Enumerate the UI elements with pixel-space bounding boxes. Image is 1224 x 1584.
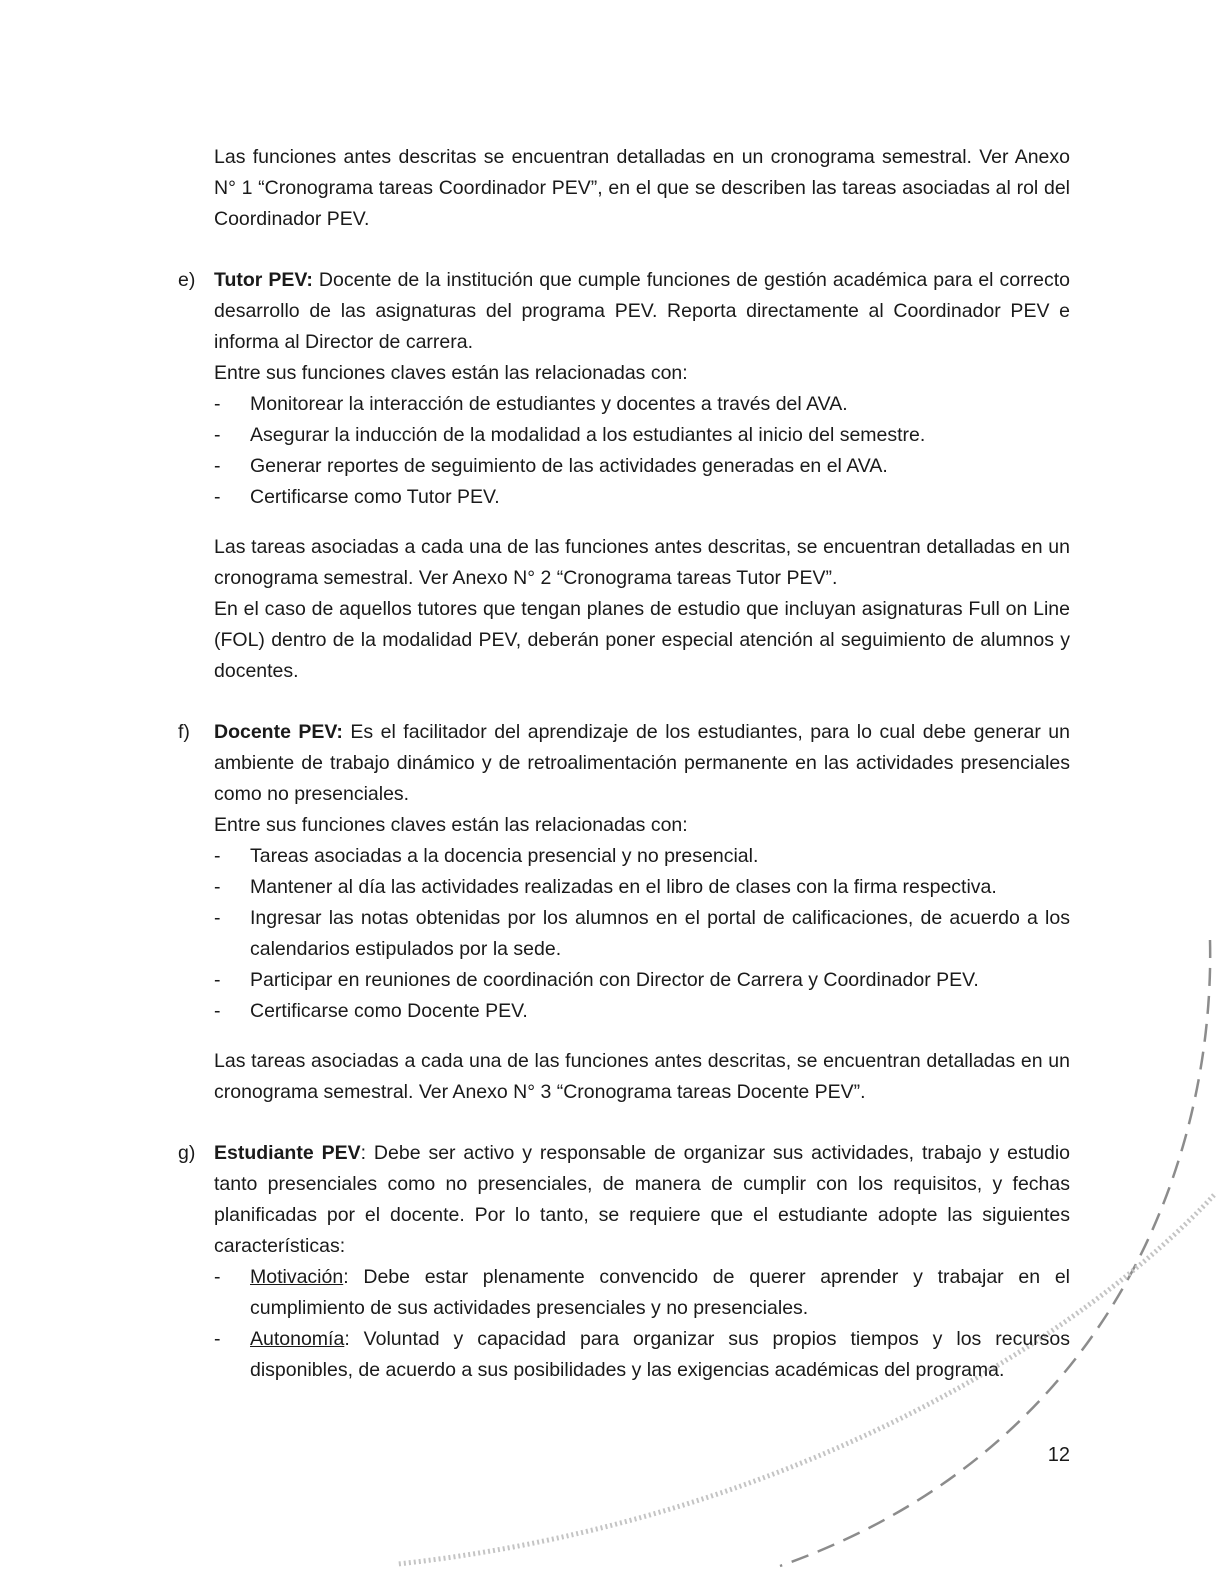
list-item: - Mantener al día las actividades realizadas en el libro de clases con la firma respectiva. [214,876,997,898]
section-tutor-pev [178,265,1070,687]
section-lead: Estudiante PEV [214,1142,361,1164]
functions-intro: Entre sus funciones claves están las relacionadas con: [214,814,688,836]
list-item: - Certificarse como Tutor PEV. [214,486,500,508]
section-lead: Docente PEV: [214,721,343,743]
list-item: - Participar en reuniones de coordinación con Director de Carrera y Coordinador PEV. [214,969,979,991]
list-item: - Monitorear la interacción de estudiantes y docentes a través del AVA. [214,393,848,415]
tasks-paragraph: Las tareas asociadas a cada una de las funciones antes descritas, se encuentran detalladas en un cronograma semestral. Ver Anexo N° 2 “Cronograma tareas Tutor PEV”. [214,536,1070,589]
intro-paragraph: Las funciones antes descritas se encuentran detalladas en un cronograma semestral. Ver Anexo N° 1 “Cronograma tareas Coordinador PEV”, en el que se describen las tareas asociadas al rol del Coordinador PEV. [214,146,1070,230]
characteristic-term: Motivación [250,1266,344,1288]
functions-list [214,389,1070,513]
section-docente-pev [178,717,1070,1108]
section-lead: Tutor PEV: [214,269,313,291]
characteristic-term: Autonomía [250,1328,345,1350]
list-item: - Motivación: Debe estar plenamente convencido de querer aprender y trabajar en el cumplimiento de sus actividades presenciales y no presenciales. [214,1266,1070,1319]
list-item: - Certificarse como Docente PEV. [214,1000,528,1022]
section-estudiante-pev [178,1138,1071,1386]
page-number: 12 [1047,1444,1070,1466]
section-marker: e) [178,269,196,291]
list-item: - Tareas asociadas a la docencia presencial y no presencial. [214,845,759,867]
list-item: - Generar reportes de seguimiento de las actividades generadas en el AVA. [214,455,888,477]
list-item: - Ingresar las notas obtenidas por los alumnos en el portal de calificaciones, de acuerdo a los calendarios estipulados por la sede. [214,907,1070,960]
section-marker: f) [178,721,190,743]
characteristics-list [214,1262,1070,1386]
fol-paragraph: En el caso de aquellos tutores que tengan planes de estudio que incluyan asignaturas Full on Line (FOL) dentro de la modalidad PEV, deberán poner especial atención al seguimiento de alumnos y docentes. [214,598,1070,682]
section-description: Tutor PEV: Docente de la institución que cumple funciones de gestión académica para el correcto desarrollo de las asignaturas del programa PEV. Reporta directamente al Coordinador PEV e informa al Director de carrera. [214,269,1070,353]
section-description: Docente PEV: Es el facilitador del aprendizaje de los estudiantes, para lo cual debe generar un ambiente de trabajo dinámico y de retroalimentación permanente en las actividades presenciales como no presenciales. [214,721,1070,805]
tasks-paragraph: Las tareas asociadas a cada una de las funciones antes descritas, se encuentran detalladas en un cronograma semestral. Ver Anexo N° 3 “Cronograma tareas Docente PEV”. [214,1050,1070,1103]
functions-intro: Entre sus funciones claves están las relacionadas con: [214,362,688,384]
section-description: Estudiante PEV: Debe ser activo y responsable de organizar sus actividades, trabajo y estudio tanto presenciales como no presenciales, de manera de cumplir con los requisitos, y fechas planificadas por el docente. Por lo tanto, se requiere que el estudiante adopte las siguientes características: [214,1142,1071,1257]
list-item: - Asegurar la inducción de la modalidad a los estudiantes al inicio del semestre. [214,424,926,446]
page-content [178,142,1071,1386]
section-marker: g) [178,1142,196,1164]
list-item: - Autonomía: Voluntad y capacidad para organizar sus propios tiempos y los recursos disponibles, de acuerdo a sus posibilidades y las exigencias académicas del programa. [214,1328,1070,1381]
functions-list [214,841,1070,1027]
